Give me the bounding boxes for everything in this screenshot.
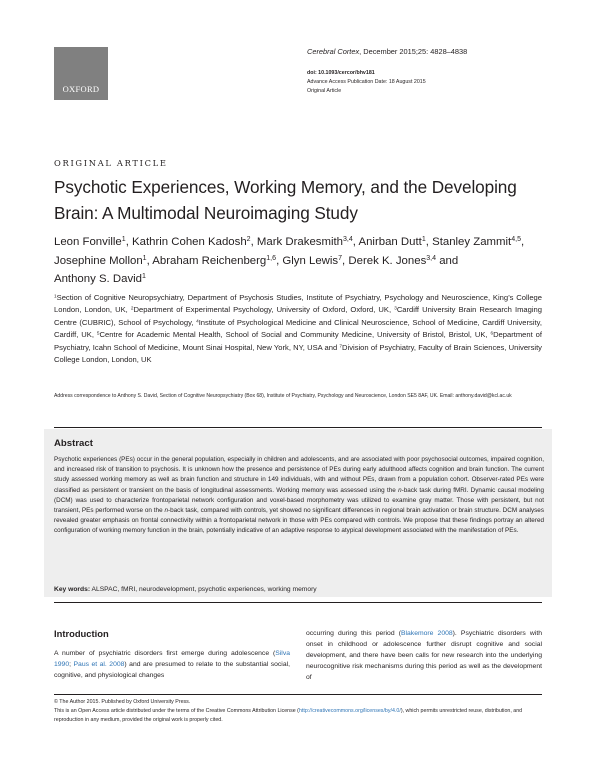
author-affiliation-mark: 1 bbox=[121, 236, 126, 244]
introduction-right-column: occurring during this period (Blakemore 2008). Psychiatric disorders with onset in childhood or adolescence further disrupt cognitive and social development, and there have been calls for new research into the underlying neurocognitive risk mechanisms during this period as well as the development of bbox=[306, 630, 543, 681]
author: Stanley Zammit$^{4,5}$ bbox=[432, 236, 522, 248]
affiliation-item: $^1$Section of Cognitive Neuropsychiatry, Department of Psychosis Studies, Institute of Psychiatry, Psychology and Neuroscience, King’s College London, London, UK, bbox=[54, 293, 542, 315]
abstract-bottom-rule bbox=[54, 602, 542, 603]
doi[interactable]: doi: 10.1093/cercor/bhv181 bbox=[307, 70, 375, 76]
affiliation-item: $^7$Division of Psychiatry, Faculty of Brain Sciences, University College London, London, UK bbox=[54, 342, 542, 365]
keywords-label: Key words: bbox=[54, 586, 91, 593]
introduction-left-column: A number of psychiatric disorders first emerge during adolescence (Silva 1990; Paus et al. 2008) and are presumed to relate to the substantial social, cognitive, and physiological changes bbox=[54, 650, 290, 679]
author-affiliation-mark: 1 bbox=[142, 273, 146, 281]
copyright-notice: © The Author 2015. Published by Oxford University Press. bbox=[54, 699, 191, 705]
journal-name: Cerebral Cortex bbox=[307, 47, 360, 56]
correspondence: Address correspondence to Anthony S. David, Section of Cognitive Neuropsychiatry (Box 68), Institute of Psychiatry, Psychology and Neuroscience, London SE5 8AF, UK. Email: anthony.david@kcl.ac.uk bbox=[54, 393, 512, 399]
article-title: Psychotic Experiences, Working Memory, and the Developing Brain: A Multimodal Neuroimaging Study bbox=[54, 177, 517, 223]
author: Kathrin Cohen Kadosh$^2$ bbox=[132, 236, 251, 248]
author-affiliation-mark: 4,5 bbox=[511, 236, 522, 244]
author-affiliation-mark: 1 bbox=[421, 236, 426, 244]
reference-link[interactable]: Blakemore 2008 bbox=[400, 630, 453, 637]
affiliation-item: $^4$Institute of Psychological Medicine and Clinical Neuroscience, School of Medicine, Cardiff University, Cardiff, UK, bbox=[54, 317, 542, 340]
affiliation-item: $^3$Cardiff University Brain Research Imaging Centre (CUBRIC), School of Psychology, bbox=[54, 305, 543, 327]
author: Leon Fonville$^1$ bbox=[54, 236, 126, 248]
license-footer bbox=[54, 698, 544, 724]
reference-link[interactable]: Paus et al. 2008 bbox=[73, 660, 125, 668]
author-affiliation-mark: 3,4 bbox=[426, 254, 437, 262]
author-list: Leon Fonville$^1$, Kathrin Cohen Kadosh$^2$, Mark Drakesmith$^{3,4}$, Anirban Dutt$^1$, Stanley Zammit$^{4,5}$, Josephine Mollon$^1$, Abraham Reichenberg$^{1,6}$, Glyn Lewis$^7$, Derek K. Jones$^{3,4}$ and Anthony S. David$^1$ bbox=[54, 236, 525, 285]
affiliations bbox=[54, 292, 542, 366]
author-affiliation-mark: 2 bbox=[246, 236, 251, 244]
author: Derek K. Jones$^{3,4}$ bbox=[348, 254, 437, 267]
author-affiliation-mark: 3,4 bbox=[343, 236, 353, 244]
affiliation-item: $^5$Centre for Academic Mental Health, School of Social and Community Medicine, University of Bristol, Bristol, UK, bbox=[96, 330, 491, 340]
keywords bbox=[54, 586, 544, 593]
keywords-list: ALSPAC, fMRI, neurodevelopment, psychotic experiences, working memory bbox=[90, 586, 317, 593]
journal-citation bbox=[307, 47, 467, 56]
abstract-top-rule bbox=[54, 427, 542, 428]
author: Mark Drakesmith$^{3,4}$ bbox=[256, 236, 353, 248]
author: Anirban Dutt$^1$ bbox=[358, 236, 426, 248]
author: Abraham Reichenberg$^{1,6}$ bbox=[152, 254, 277, 267]
abstract-text: Psychotic experiences (PEs) occur in the general population, especially in children and adolescents, and are associated with poor psychosocial outcomes, impaired cognition, and increased risk of transition to psychosis. It is unknown how the presence and persistence of PEs during early adulthood affects cognition and brain function. The current study assessed working memory as well as brain function and structure in 149 individuals, with and without PEs, drawn from a population cohort. Observer-rated PEs were classified as persistent or transient on the basis of longitudinal assessments. Working memory was assessed using the n-back task during fMRI. Dynamic causal modeling (DCM) was used to characterize frontoparietal network configuration and voxel-based morphometry was utilized to examine gray matter. Those with persistent, but not transient, PEs performed worse on the n-back task, compared with controls, yet showed no significant differences in regional brain activation or brain structure. DCM analyses revealed greater emphasis on frontal connectivity within a frontoparietal network in those with PEs compared with controls. We propose that these findings portray an altered configuration of working memory function in the brain, potentially indicative of an adaptive response to atypical development associated with the manifestation of PEs. bbox=[54, 456, 545, 535]
footer-rule bbox=[54, 694, 542, 695]
author-conjunction: and bbox=[436, 254, 459, 267]
affiliation-item: $^6$Department of Psychiatry, Icahn School of Medicine, Mount Sinai Hospital, New York, NY, USA and bbox=[54, 330, 543, 352]
citation-details: , December 2015;25: 4828–4838 bbox=[359, 47, 468, 56]
license-link[interactable]: http://creativecommons.org/licenses/by/4.0/ bbox=[298, 707, 401, 714]
author: Anthony S. David$^1$ bbox=[54, 273, 146, 285]
author: Glyn Lewis$^7$ bbox=[282, 254, 343, 267]
author: Josephine Mollon$^1$ bbox=[54, 254, 147, 267]
reference-link[interactable]: Silva 1990 bbox=[54, 650, 290, 668]
author-affiliation-mark: 7 bbox=[338, 254, 343, 262]
advance-access-date: Advance Access Publication Date: 18 August 2015 bbox=[307, 79, 426, 85]
license-notice: This is an Open Access article distributed under the terms of the Creative Commons Attribution License (http://creativecommons.org/licenses/by/4.0/), which permits unrestricted reuse, distribution, and reproduction in any medium, provided the original work is properly cited. bbox=[54, 707, 523, 723]
publisher-logo: OXFORD bbox=[54, 47, 108, 100]
affiliation-item: $^2$Department of Experimental Psychology, University of Oxford, Oxford, UK, bbox=[130, 305, 395, 315]
author-affiliation-mark: 1,6 bbox=[266, 254, 277, 262]
introduction-heading: Introduction bbox=[54, 628, 109, 639]
article-type: Original Article bbox=[307, 88, 342, 94]
abstract-heading: Abstract bbox=[54, 438, 93, 449]
author-affiliation-mark: 1 bbox=[142, 254, 147, 262]
article-kicker: ORIGINAL ARTICLE bbox=[54, 158, 168, 168]
